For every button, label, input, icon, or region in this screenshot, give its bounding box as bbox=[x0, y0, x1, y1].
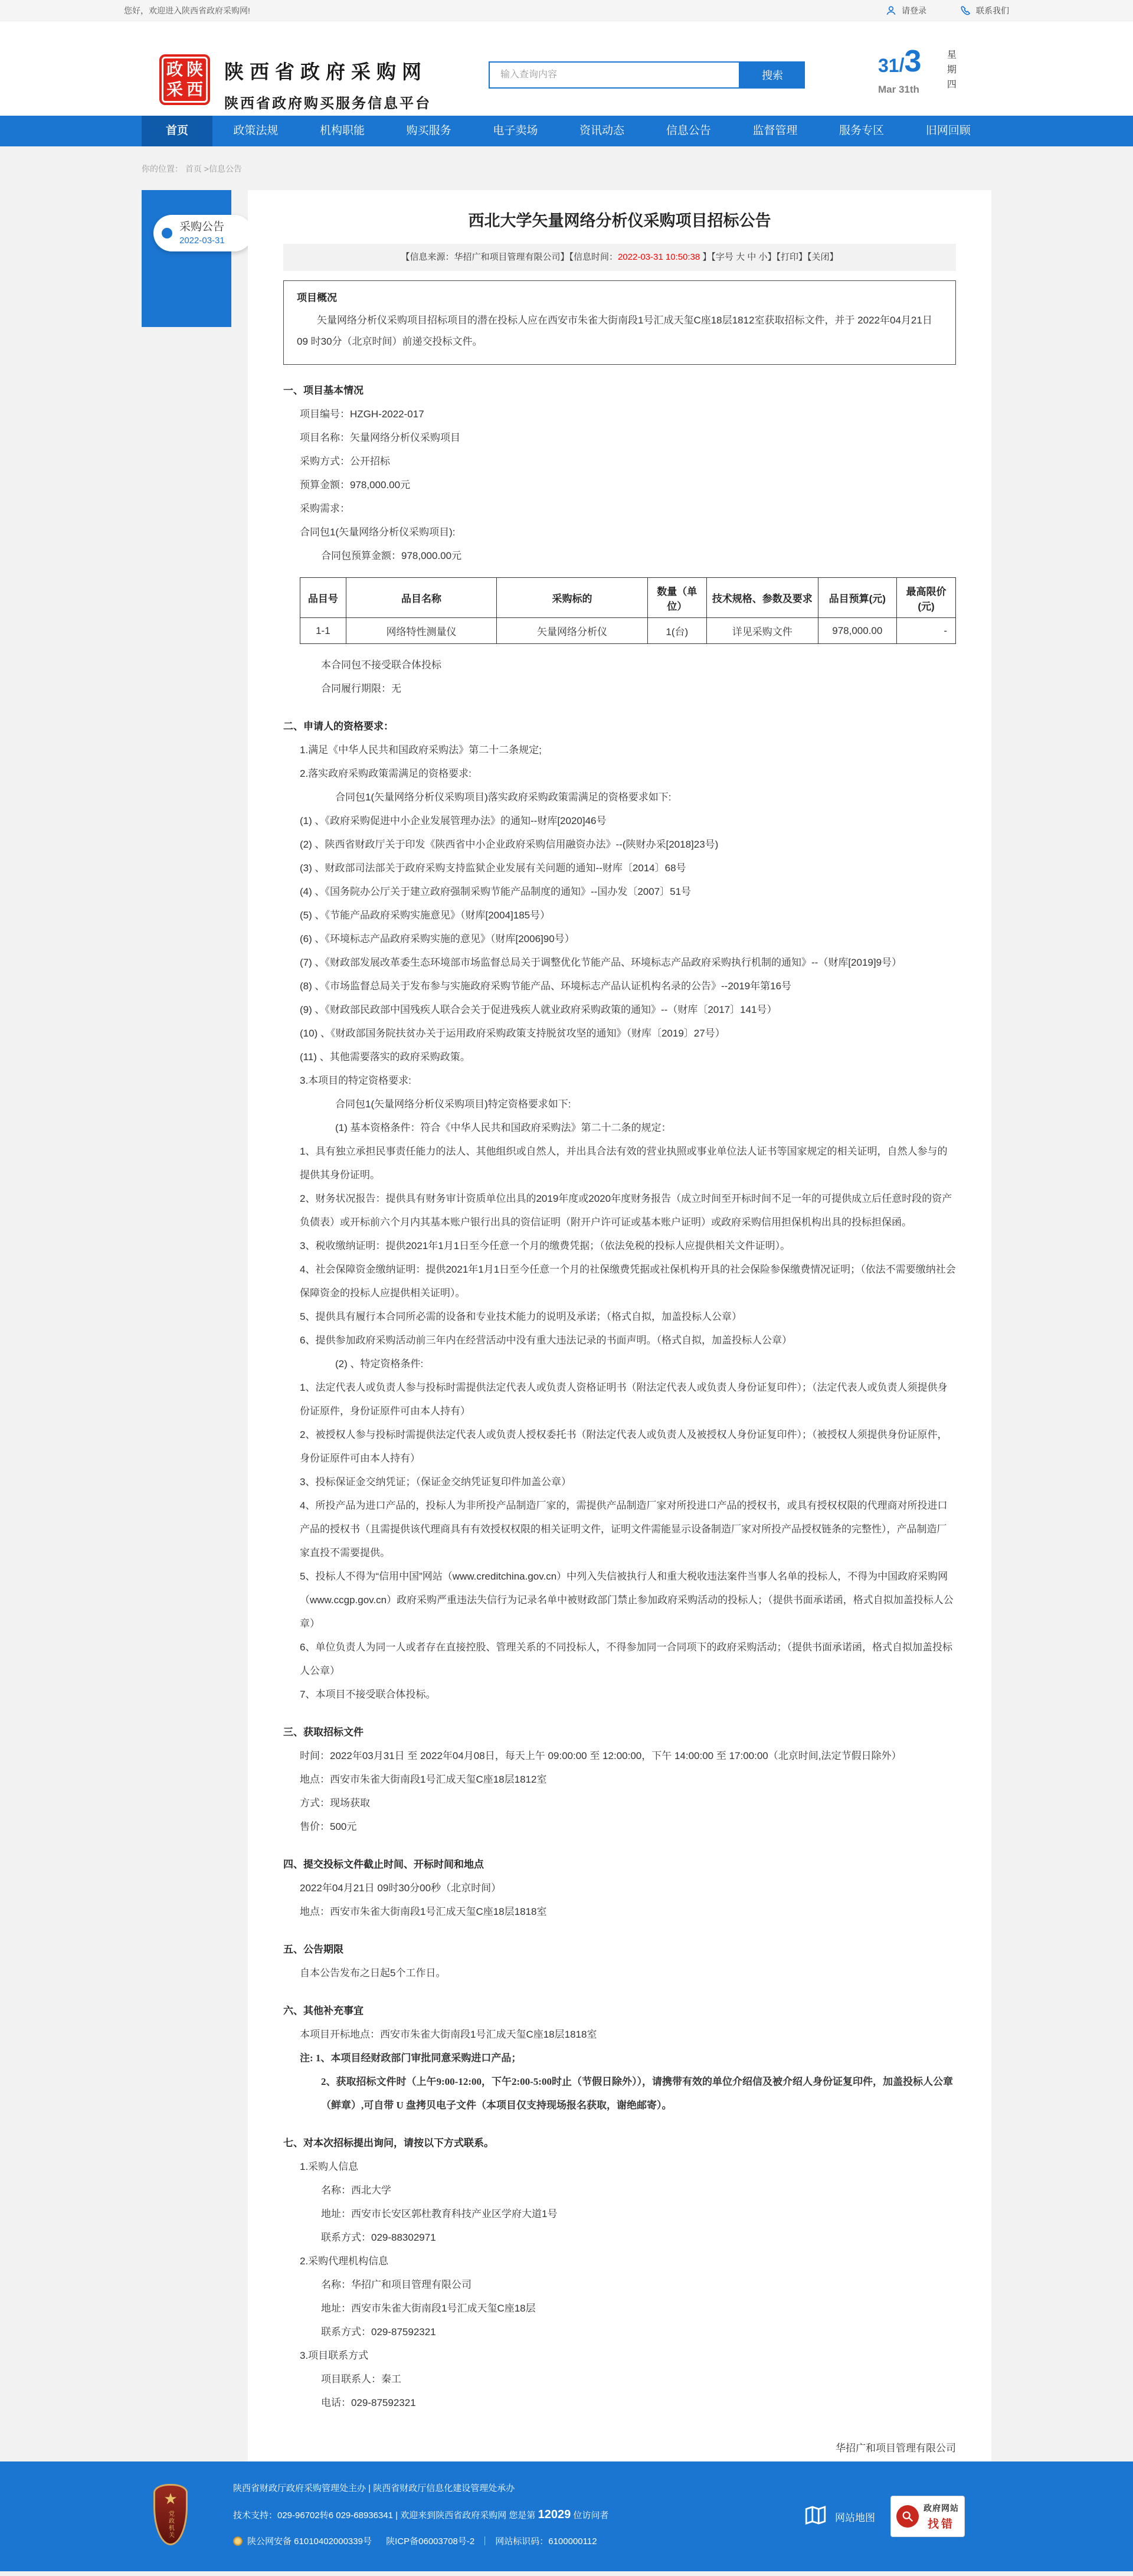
signature-company: 华招广和项目管理有限公司 bbox=[836, 2443, 956, 2454]
article-line: 2、被授权人参与投标时需提供法定代表人或负责人授权委托书（附法定代表人或负责人及被授权人身份证复印件）；（被授权人须提供身份证原件，身份证原件可由本人持有） bbox=[300, 1429, 948, 1464]
table-row bbox=[300, 618, 956, 644]
section-heading-6: 六、其他补充事宜 bbox=[283, 2005, 364, 2016]
bullet-dot-icon bbox=[162, 228, 172, 238]
article-line: (2) 、特定资格条件: bbox=[335, 1358, 424, 1369]
article-line: (3) 、财政部司法部关于政府采购支持监狱企业发展有关问题的通知--财库〔2014〕68号 bbox=[300, 862, 686, 874]
article-line: 6、提供参加政府采购活动前三年内在经营活动中没有重大违法记录的书面声明。（格式自拟，加盖投标人公章） bbox=[300, 1335, 792, 1346]
sitemap-link[interactable] bbox=[803, 2503, 875, 2531]
print-button[interactable]: 【打印】 bbox=[776, 252, 808, 262]
nav-item-5[interactable]: 资讯动态 bbox=[579, 125, 625, 137]
article-line: 3、投标保证金交纳凭证；（保证金交纳凭证复印件加盖公章） bbox=[300, 1476, 571, 1488]
section-heading-2: 二、申请人的资格要求： bbox=[283, 721, 394, 732]
date-english: Mar 31th bbox=[878, 84, 919, 95]
date-month: 3 bbox=[904, 44, 922, 79]
article-line: 预算金额：978,000.00元 bbox=[300, 479, 411, 491]
article-line: 3.项目联系方式 bbox=[300, 2350, 369, 2361]
article-line: 2.落实政府采购政策需满足的资格要求: bbox=[300, 768, 471, 779]
separator bbox=[378, 2536, 380, 2546]
sidebar bbox=[142, 190, 231, 327]
separator: ｜ bbox=[480, 2536, 490, 2546]
article-line: 地址：西安市长安区郭杜教育科技产业区学府大道1号 bbox=[321, 2208, 558, 2219]
section-heading-7: 七、对本次招标提出询问，请按以下方式联系。 bbox=[283, 2137, 494, 2149]
table-header-cell: 数量（单位） bbox=[647, 578, 706, 618]
map-icon bbox=[803, 2503, 828, 2531]
article-line: 本项目开标地点：西安市朱雀大街南段1号汇成天玺C座18层1818室 bbox=[300, 2029, 597, 2040]
article-line: 5、提供具有履行本合同所必需的设备和专业技术能力的说明及承诺；（格式自拟，加盖投标人公章） bbox=[300, 1311, 742, 1322]
nav-item-8[interactable]: 服务专区 bbox=[839, 125, 885, 137]
table-cell: 1(台) bbox=[647, 618, 706, 644]
footer-sponsor-line: 陕西省财政厅政府采购管理处主办 | 陕西省财政厅信息化建设管理处承办 bbox=[233, 2483, 515, 2493]
sidebar-category-label: 采购公告 bbox=[179, 220, 225, 233]
date-widget bbox=[878, 44, 957, 96]
article-line: 项目联系人：秦工 bbox=[321, 2374, 401, 2385]
article-line: 地址：西安市朱雀大街南段1号汇成天玺C座18层 bbox=[321, 2303, 536, 2314]
overview-body: 矢量网络分析仪采购项目招标项目的潜在投标人应在西安市朱雀大街南段1号汇成天玺C座18层1812室获取招标文件，并于 2022年04月21日 09 时30分（北京时间）前递交投标文件。 bbox=[297, 315, 932, 347]
topbar bbox=[0, 0, 1133, 21]
magnifier-icon bbox=[896, 2505, 919, 2528]
party-gov-shield-icon bbox=[153, 2484, 188, 2545]
section-heading-4: 四、提交投标文件截止时间、开标时间和地点 bbox=[283, 1859, 484, 1870]
article-line: (11) 、其他需要落实的政府采购政策。 bbox=[300, 1051, 470, 1063]
article-line: 2、获取招标文件时（上午9:00-12:00，下午2:00-5:00时止（节假日除外）），请携带有效的单位介绍信及被介绍人身份证复印件，加盖投标人公章（鲜章）,可自带 U 盘拷贝电子文件（本项目仅支持现场报名获取，谢绝邮寄）。 bbox=[321, 2076, 953, 2111]
breadcrumb-current[interactable]: 信息公告 bbox=[208, 164, 242, 174]
article-line: 项目名称：矢量网络分析仪采购项目 bbox=[300, 432, 460, 443]
nav-item-6[interactable]: 信息公告 bbox=[666, 125, 711, 137]
breadcrumb-home[interactable]: 首页 bbox=[185, 164, 202, 174]
article-panel bbox=[248, 190, 991, 2512]
font-size-medium-button[interactable]: 中 bbox=[747, 252, 757, 262]
article-line: 联系方式：029-87592321 bbox=[321, 2326, 436, 2338]
site-logo[interactable] bbox=[159, 54, 210, 105]
meta-font-close: 】 bbox=[767, 252, 777, 262]
article-line: 地点：西安市朱雀大街南段1号汇成天玺C座18层1812室 bbox=[300, 1774, 547, 1785]
nav-item-9[interactable]: 旧网回顾 bbox=[925, 125, 971, 137]
article-line: (6) 、《环境标志产品政府采购实施的意见》（财库[2006]90号） bbox=[300, 933, 575, 944]
login-link[interactable] bbox=[885, 5, 926, 17]
article-line: 3.本项目的特定资格要求: bbox=[300, 1075, 411, 1086]
article-sections bbox=[283, 379, 956, 2415]
login-label: 请登录 bbox=[902, 6, 926, 15]
article-line: 4、社会保障资金缴纳证明：提供2021年1月1日至今任意一个月的社保缴费凭据或社保机构开具的社会保险参保缴费情况证明；（依法不需要缴纳社会保障资金的投标人应提供相关证明）。 bbox=[300, 1264, 956, 1299]
article-line: 1.采购人信息 bbox=[300, 2161, 359, 2172]
article-line: 2、财务状况报告：提供具有财务审计资质单位出具的2019年度或2020年度财务报告（成立时间至开标时间不足一年的可提供成立后任意时段的资产负债表）或开标前六个月内其基本账户银行出具的资信证明（附开户许可证或基本账户证明）或政府采购信用担保机构出具的投标担保函。 bbox=[300, 1193, 952, 1228]
article-line: 6、单位负责人为同一人或者存在直接控股、管理关系的不同投标人，不得参加同一合同项下的政府采购活动；（提供书面承诺函，格式自拟加盖投标人公章） bbox=[300, 1642, 952, 1676]
site-name: 陕西省政府采购网 bbox=[224, 61, 427, 83]
font-size-large-button[interactable]: 大 bbox=[736, 252, 745, 262]
article-line: 1.满足《中华人民共和国政府采购法》第二十二条规定; bbox=[300, 744, 542, 756]
site-subtitle: 陕西省政府购买服务信息平台 bbox=[224, 96, 431, 112]
article-line: 自本公告发布之日起5个工作日。 bbox=[300, 1967, 446, 1979]
table-header-cell: 技术规格、参数及要求 bbox=[706, 578, 818, 618]
article-line: 采购方式：公开招标 bbox=[300, 456, 390, 467]
search-button[interactable]: 搜索 bbox=[740, 61, 805, 89]
phone-icon bbox=[960, 5, 971, 17]
article-line: 名称：西北大学 bbox=[321, 2185, 391, 2196]
footer-visitor-suffix: 位访问者 bbox=[571, 2510, 609, 2521]
footer-beian-line bbox=[233, 2529, 608, 2555]
article-line: 1、具有独立承担民事责任能力的法人、其他组织或自然人，并出具合法有效的营业执照或事业单位法人证书等国家规定的相关证明，自然人参与的提供其身份证明。 bbox=[300, 1146, 948, 1181]
table-header-cell: 品目号 bbox=[300, 578, 346, 618]
date-day: 31 bbox=[878, 55, 899, 76]
breadcrumb-prefix: 你的位置： bbox=[142, 164, 183, 174]
article-line: 时间：2022年03月31日 至 2022年04月08日，每天上午 09:00:00 至 12:00:00，下午 14:00:00 至 17:00:00（北京时间,法定节假日除外） bbox=[300, 1750, 902, 1761]
project-overview-box bbox=[283, 280, 956, 365]
article-line: 5、投标人不得为“信用中国”网站（www.creditchina.gov.cn）中列入失信被执行人和重大税收违法案件当事人名单的投标人，不得为中国政府采购网（www.ccgp.gov.cn）政府采购严重违法失信行为记录名单中被财政部门禁止参加政府采购活动的投标人；（提供书面承诺函，格式自拟加盖投标人公章） bbox=[300, 1571, 954, 1629]
article-line: 地点：西安市朱雀大街南段1号汇成天玺C座18层1818室 bbox=[300, 1906, 547, 1917]
article-line: 本合同包不接受联合体投标 bbox=[321, 659, 441, 671]
police-badge-icon bbox=[233, 2536, 243, 2546]
nav-item-1[interactable]: 政策法规 bbox=[233, 125, 279, 137]
table-header-cell: 采购标的 bbox=[497, 578, 648, 618]
article-line: 合同包1(矢量网络分析仪采购项目): bbox=[300, 527, 456, 538]
logo-char: 陕 bbox=[186, 60, 203, 79]
table-cell: - bbox=[896, 618, 955, 644]
contact-link[interactable] bbox=[960, 5, 1009, 17]
footer bbox=[0, 2461, 1133, 2571]
close-button[interactable]: 【关闭】 bbox=[807, 252, 839, 262]
article-line: (8) 、《市场监督总局关于发布参与实施政府采购节能产品、环境标志产品认证机构名录的公告》--2019年第16号 bbox=[300, 980, 792, 992]
section-heading-3: 三、获取招标文件 bbox=[283, 1727, 364, 1738]
welcome-text: 您好，欢迎进入陕西省政府采购网! bbox=[124, 6, 250, 15]
article-line: 4、所投产品为进口产品的，投标人为非所投产品制造厂家的，需提供产品制造厂家对所投进口产品的授权书，或具有授权权限的代理商对所投进口产品的授权书（且需提供该代理商具有有效授权权限的相关证明文件，证明文件需能显示设备制造厂家对所投产品授权链条的完整性），产品制造厂家直投不需要提供。 bbox=[300, 1500, 948, 1558]
article-meta-bar bbox=[283, 244, 956, 271]
meta-source: 【信息来源：华招广和项目管理有限公司】【信息时间： bbox=[401, 252, 618, 262]
contact-label: 联系我们 bbox=[976, 6, 1009, 15]
search-bar bbox=[489, 61, 805, 89]
table-header-cell: 品目预算(元) bbox=[818, 578, 896, 618]
article-line: (4) 、《国务院办公厅关于建立政府强制采购节能产品制度的通知》--国办发〔2007〕51号 bbox=[300, 886, 692, 897]
shield-label: 党政机关 bbox=[167, 2510, 174, 2539]
logo-char: 西 bbox=[186, 80, 203, 99]
meta-font-label: 【字号 bbox=[711, 252, 733, 262]
article-line: 3、税收缴纳证明：提供2021年1月1日至今任意一个月的缴费凭据；（依法免税的投标人应提供相关文件证明）。 bbox=[300, 1240, 791, 1251]
error-badge-title: 政府网站 bbox=[924, 2503, 959, 2513]
table-header-cell: 最高限价(元) bbox=[896, 578, 955, 618]
section-heading-1: 一、项目基本情况 bbox=[283, 385, 364, 396]
nav-item-7[interactable]: 监督管理 bbox=[752, 125, 798, 137]
meta-time: 2022-03-31 10:50:38 bbox=[617, 252, 700, 262]
article-line: 采购需求： bbox=[300, 503, 350, 514]
logo-char: 政 bbox=[166, 60, 183, 79]
article-line: 7、本项目不接受联合体投标。 bbox=[300, 1689, 436, 1700]
article-line: (9) 、《财政部民政部中国残疾人联合会关于促进残疾人就业政府采购政策的通知》--（财库〔2017〕141号） bbox=[300, 1004, 777, 1015]
article-line: 1、法定代表人或负责人参与投标时需提供法定代表人或负责人资格证明书（附法定代表人或负责人身份证复印件）；（法定代表人或负责人须提供身份证原件，身份证原件可由本人持有） bbox=[300, 1382, 948, 1417]
article-line: 名称：华招广和项目管理有限公司 bbox=[321, 2279, 471, 2290]
article-line: 注: 1、本项目经财政部门审批同意采购进口产品； bbox=[300, 2052, 522, 2064]
article-line: (10) 、《财政部国务院扶贫办关于运用政府采购政策支持脱贫攻坚的通知》（财库〔2019〕27号） bbox=[300, 1028, 725, 1039]
error-badge-sub: 找错 bbox=[927, 2518, 955, 2531]
nav-item-3[interactable]: 购买服务 bbox=[406, 125, 451, 137]
meta-time-close: 】 bbox=[700, 252, 712, 262]
article-line: (1) 、《政府采购促进中小企业发展管理办法》的通知--财库[2020]46号 bbox=[300, 815, 607, 826]
article-line: 合同履行期限：无 bbox=[321, 683, 401, 694]
gov-site-error-report-badge[interactable] bbox=[890, 2496, 965, 2537]
navbar bbox=[0, 116, 1133, 146]
article-line: 项目编号：HZGH-2022-017 bbox=[300, 408, 424, 420]
nav-item-4[interactable]: 电子卖场 bbox=[493, 125, 538, 137]
sidebar-item-procurement-notice[interactable] bbox=[153, 215, 253, 251]
article-line: (7) 、《财政部发展改革委生态环境部市场监督总局关于调整优化节能产品、环境标志产品政府采购执行机制的通知》--（财库[2019]9号） bbox=[300, 957, 902, 968]
article-line: (1) 基本资格条件：符合《中华人民共和国政府采购法》第二十二条的规定： bbox=[335, 1122, 672, 1133]
article-line: 电话：029-87592321 bbox=[321, 2397, 416, 2408]
sidebar-date: 2022-03-31 bbox=[179, 235, 225, 246]
table-cell: 详见采购文件 bbox=[706, 618, 818, 644]
site-header bbox=[0, 21, 1133, 116]
table-cell: 1-1 bbox=[300, 618, 346, 644]
items-table bbox=[300, 577, 956, 644]
article-line: (5) 、《节能产品政府采购实施意见》（财库[2004]185号） bbox=[300, 910, 551, 921]
article-line: 2022年04月21日 09时30分00秒（北京时间） bbox=[300, 1882, 502, 1894]
footer-support-line bbox=[233, 2502, 608, 2529]
article-line: 方式：现场获取 bbox=[300, 1797, 370, 1809]
police-beian-link[interactable]: 陕公网安备 61010402000339号 bbox=[247, 2536, 372, 2546]
site-code: 网站标识码：6100000112 bbox=[495, 2536, 597, 2546]
icp-beian-link[interactable]: 陕ICP备06003708号-2 bbox=[386, 2536, 475, 2546]
breadcrumb bbox=[0, 163, 1133, 175]
section-heading-5: 五、公告期限 bbox=[283, 1944, 343, 1955]
nav-item-0[interactable]: 首页 bbox=[142, 116, 212, 146]
font-size-small-button[interactable]: 小 bbox=[758, 252, 768, 262]
logo-char: 采 bbox=[166, 80, 183, 99]
footer-support-text: 技术支持：029-96702转6 029-68936341 | 欢迎来到陕西省政府采购网 您是第 bbox=[233, 2510, 538, 2521]
article-line: 售价：500元 bbox=[300, 1821, 357, 1832]
user-icon bbox=[885, 5, 897, 17]
visitor-count: 12029 bbox=[538, 2508, 571, 2521]
table-cell: 网络特性测量仪 bbox=[346, 618, 497, 644]
article-line: 合同包预算金额：978,000.00元 bbox=[321, 550, 462, 561]
overview-heading: 项目概况 bbox=[297, 292, 337, 303]
breadcrumb-sep: > bbox=[204, 164, 209, 174]
date-sep: / bbox=[899, 54, 905, 76]
article-line: 合同包1(矢量网络分析仪采购项目)特定资格要求如下: bbox=[335, 1099, 571, 1110]
search-input[interactable] bbox=[489, 61, 740, 89]
sitemap-label: 网站地图 bbox=[835, 2512, 875, 2523]
table-cell: 矢量网络分析仪 bbox=[497, 618, 648, 644]
shield-star-icon: ★ bbox=[163, 2490, 178, 2508]
article-line: (2) 、陕西省财政厅关于印发《陕西省中小企业政府采购信用融资办法》--(陕财办采[2018]23号) bbox=[300, 839, 719, 850]
main-nav bbox=[142, 116, 991, 146]
table-cell: 978,000.00 bbox=[818, 618, 896, 644]
page-title: 西北大学矢量网络分析仪采购项目招标公告 bbox=[468, 212, 771, 230]
article-line: 2.采购代理机构信息 bbox=[300, 2255, 389, 2267]
date-weekday: 星期四 bbox=[945, 50, 956, 94]
article-line: 合同包1(矢量网络分析仪采购项目)落实政府采购政策需满足的资格要求如下: bbox=[335, 792, 672, 803]
article-line: 联系方式：029-88302971 bbox=[321, 2232, 436, 2243]
nav-item-2[interactable]: 机构职能 bbox=[320, 125, 365, 137]
table-header-cell: 品目名称 bbox=[346, 578, 497, 618]
